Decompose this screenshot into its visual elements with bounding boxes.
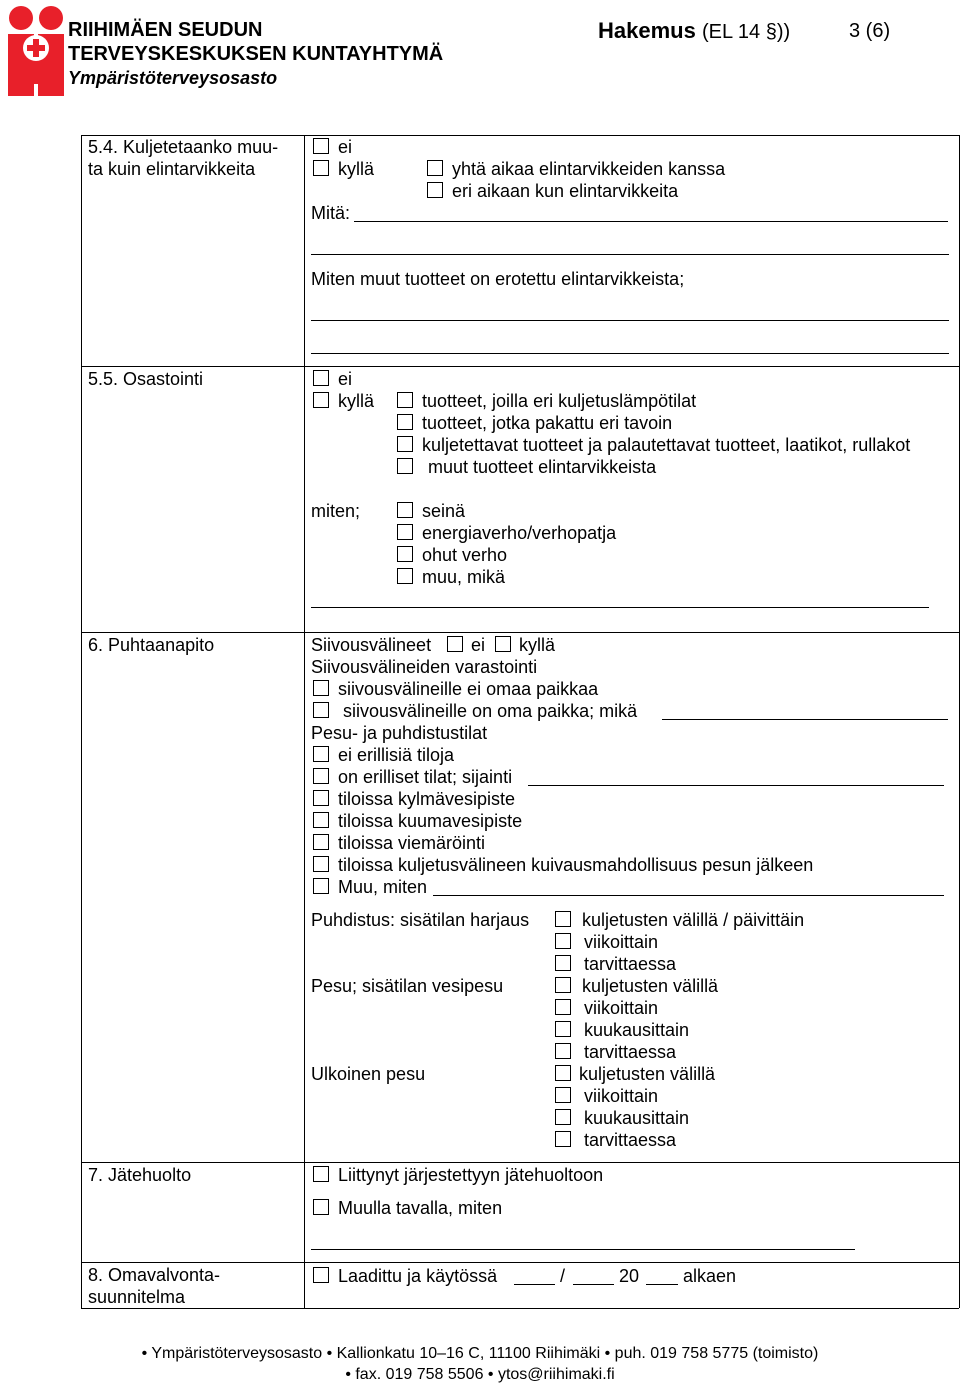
table-border <box>81 1162 959 1163</box>
s6-ulkoinen4-checkbox[interactable] <box>555 1131 571 1147</box>
s6-varastointi-label: Siivousvälineiden varastointi <box>311 657 538 677</box>
s55-item1-label: tuotteet, joilla eri kuljetuslämpötilat <box>422 391 697 411</box>
s6-ulkoinen4-label: tarvittaessa <box>584 1130 677 1150</box>
s7-label: 7. Jätehuolto <box>88 1165 192 1185</box>
s6-pesu2-label: on erilliset tilat; sijainti <box>338 767 513 787</box>
s54-kylla-checkbox[interactable] <box>313 160 329 176</box>
s8-month-input-line[interactable] <box>573 1284 614 1285</box>
s55-method4-checkbox[interactable] <box>397 568 413 584</box>
s8-laadittu-checkbox[interactable] <box>313 1267 329 1283</box>
s55-label: 5.5. Osastointi <box>88 369 204 389</box>
s54-sub2-checkbox[interactable] <box>427 182 443 198</box>
s6-ulkoinen1-checkbox[interactable] <box>555 1065 571 1081</box>
s55-method4-label: muu, mikä <box>422 567 506 587</box>
s6-pesu6-label: tiloissa kuljetusvälineen kuivausmahdollisuus pesun jälkeen <box>338 855 814 875</box>
s6-puhdistus2-label: viikoittain <box>584 932 659 952</box>
s6-kylla-label: kyllä <box>519 635 556 655</box>
s55-muu-input-line[interactable] <box>311 607 929 608</box>
s54-label-line2: ta kuin elintarvikkeita <box>88 159 256 179</box>
s6-vesipesu4-label: tarvittaessa <box>584 1042 677 1062</box>
s6-pesu6-checkbox[interactable] <box>313 856 329 872</box>
s55-kylla-checkbox[interactable] <box>313 392 329 408</box>
s6-puhdistus3-checkbox[interactable] <box>555 955 571 971</box>
s6-pesu5-checkbox[interactable] <box>313 834 329 850</box>
table-border <box>304 135 305 1308</box>
s8-day-input-line[interactable] <box>514 1284 555 1285</box>
s54-sub1-label: yhtä aikaa elintarvikkeiden kanssa <box>452 159 726 179</box>
org-name-line1: RIIHIMÄEN SEUDUN <box>68 19 263 41</box>
s6-puhdistus1-checkbox[interactable] <box>555 911 571 927</box>
s6-pesu4-label: tiloissa kuumavesipiste <box>338 811 523 831</box>
s54-mita-label: Mitä: <box>311 203 351 223</box>
s6-ulkoinen2-label: viikoittain <box>584 1086 659 1106</box>
s6-puhdistus-label: Puhdistus: sisätilan harjaus <box>311 910 530 930</box>
s55-method3-checkbox[interactable] <box>397 546 413 562</box>
s55-item2-checkbox[interactable] <box>397 414 413 430</box>
s55-item4-checkbox[interactable] <box>397 458 413 474</box>
s7-miten-input-line[interactable] <box>311 1249 855 1250</box>
s6-vesipesu2-label: viikoittain <box>584 998 659 1018</box>
s6-var1-label: siivousvälineille ei omaa paikkaa <box>338 679 599 699</box>
s55-method1-label: seinä <box>422 501 466 521</box>
s6-siivousvalineet-label: Siivousvälineet <box>311 635 432 655</box>
s55-item3-label: kuljetettavat tuotteet ja palautettavat tuotteet, laatikot, rullakot <box>422 435 911 455</box>
s8-year-prefix: 20 <box>619 1266 640 1286</box>
s8-alkaen-label: alkaen <box>683 1266 737 1286</box>
s55-method1-checkbox[interactable] <box>397 502 413 518</box>
title-main: Hakemus <box>598 18 696 43</box>
s55-method2-checkbox[interactable] <box>397 524 413 540</box>
s7-opt1-checkbox[interactable] <box>313 1166 329 1182</box>
s6-pesu3-checkbox[interactable] <box>313 790 329 806</box>
s55-method2-label: energiaverho/verhopatja <box>422 523 617 543</box>
s6-ulkoinen1-label: kuljetusten välillä <box>579 1064 716 1084</box>
department-name: Ympäristöterveysosasto <box>68 68 278 88</box>
table-border <box>81 1262 959 1263</box>
s6-vesipesu1-checkbox[interactable] <box>555 977 571 993</box>
organization-logo <box>6 4 66 96</box>
s55-item3-checkbox[interactable] <box>397 436 413 452</box>
s6-ulkoinen2-checkbox[interactable] <box>555 1087 571 1103</box>
page-number: 3 (6) <box>849 20 891 42</box>
s6-pesutilat-label: Pesu- ja puhdistustilat <box>311 723 488 743</box>
s54-separation-line1[interactable] <box>311 320 949 321</box>
s6-pesu5-label: tiloissa viemäröinti <box>338 833 486 853</box>
s54-kylla-label: kyllä <box>338 159 375 179</box>
s6-puhdistus3-label: tarvittaessa <box>584 954 677 974</box>
s54-separation-line2[interactable] <box>311 353 949 354</box>
s6-puhdistus1-label: kuljetusten välillä / päivittäin <box>582 910 805 930</box>
s54-label-line1: 5.4. Kuljetetaanko muu- <box>88 137 279 157</box>
s6-vesipesu4-checkbox[interactable] <box>555 1043 571 1059</box>
s55-item2-label: tuotteet, jotka pakattu eri tavoin <box>422 413 673 433</box>
s6-var2-checkbox[interactable] <box>313 702 329 718</box>
footer-contact-line2: • fax. 019 758 5506 • ytos@riihimaki.fi <box>345 1366 615 1383</box>
s6-pesu7-label: Muu, miten <box>338 877 428 897</box>
s7-opt1-label: Liittynyt järjestettyyn jätehuoltoon <box>338 1165 604 1185</box>
s6-ulkoinen3-label: kuukausittain <box>584 1108 690 1128</box>
s8-label-line2: suunnitelma <box>88 1287 186 1307</box>
s6-ulkoinen-label: Ulkoinen pesu <box>311 1064 426 1084</box>
s55-method3-label: ohut verho <box>422 545 508 565</box>
s6-vesipesu3-label: kuukausittain <box>584 1020 690 1040</box>
s6-var2-input-line[interactable] <box>662 719 948 720</box>
s6-pesu2-checkbox[interactable] <box>313 768 329 784</box>
s54-separation-label: Miten muut tuotteet on erotettu elintarvikkeista; <box>311 269 685 289</box>
s55-kylla-label: kyllä <box>338 391 375 411</box>
title-sub: (EL 14 §)) <box>701 21 791 43</box>
s54-mita-input-line[interactable] <box>354 221 948 222</box>
s55-ei-label: ei <box>338 369 353 389</box>
s6-ei-checkbox[interactable] <box>447 636 463 652</box>
s54-mita-input-line2[interactable] <box>311 254 949 255</box>
s6-pesu3-label: tiloissa kylmävesipiste <box>338 789 516 809</box>
s6-vesipesu3-checkbox[interactable] <box>555 1021 571 1037</box>
s6-pesu4-checkbox[interactable] <box>313 812 329 828</box>
s7-opt2-checkbox[interactable] <box>313 1199 329 1215</box>
table-border <box>81 135 82 1308</box>
s6-pesu-label: Pesu; sisätilan vesipesu <box>311 976 504 996</box>
s6-sijainti-input-line[interactable] <box>528 785 944 786</box>
footer-contact-line1: • Ympäristöterveysosasto • Kallionkatu 10–16 C, 11100 Riihimäki • puh. 019 758 5775 (toimisto) <box>141 1345 819 1362</box>
table-border <box>81 366 959 367</box>
s55-miten-label: miten; <box>311 501 361 521</box>
s6-var1-checkbox[interactable] <box>313 680 329 696</box>
s54-sub2-label: eri aikaan kun elintarvikkeita <box>452 181 679 201</box>
s8-slash: / <box>560 1266 566 1286</box>
s7-opt2-label: Muulla tavalla, miten <box>338 1198 503 1218</box>
s6-muu-input-line[interactable] <box>433 895 944 896</box>
s6-pesu1-label: ei erillisiä tiloja <box>338 745 455 765</box>
s6-label: 6. Puhtaanapito <box>88 635 215 655</box>
table-border <box>81 632 959 633</box>
s54-ei-checkbox[interactable] <box>313 138 329 154</box>
s6-ulkoinen3-checkbox[interactable] <box>555 1109 571 1125</box>
s6-vesipesu2-checkbox[interactable] <box>555 999 571 1015</box>
s6-kylla-checkbox[interactable] <box>495 636 511 652</box>
s54-sub1-checkbox[interactable] <box>427 160 443 176</box>
s6-var2-label: siivousvälineille on oma paikka; mikä <box>343 701 638 721</box>
s8-year-input-line[interactable] <box>646 1284 678 1285</box>
s55-ei-checkbox[interactable] <box>313 370 329 386</box>
s6-pesu1-checkbox[interactable] <box>313 746 329 762</box>
s54-ei-label: ei <box>338 137 353 157</box>
s8-laadittu-label: Laadittu ja käytössä <box>338 1266 498 1286</box>
table-border <box>81 1308 959 1309</box>
s55-item4-label: muut tuotteet elintarvikkeista <box>428 457 657 477</box>
s6-puhdistus2-checkbox[interactable] <box>555 933 571 949</box>
s55-item1-checkbox[interactable] <box>397 392 413 408</box>
s6-ei-label: ei <box>471 635 486 655</box>
document-title <box>598 18 790 44</box>
org-name-line2: TERVEYSKESKUKSEN KUNTAYHTYMÄ <box>68 43 444 65</box>
s8-label-line1: 8. Omavalvonta- <box>88 1265 221 1285</box>
s6-pesu7-checkbox[interactable] <box>313 878 329 894</box>
s6-vesipesu1-label: kuljetusten välillä <box>582 976 719 996</box>
